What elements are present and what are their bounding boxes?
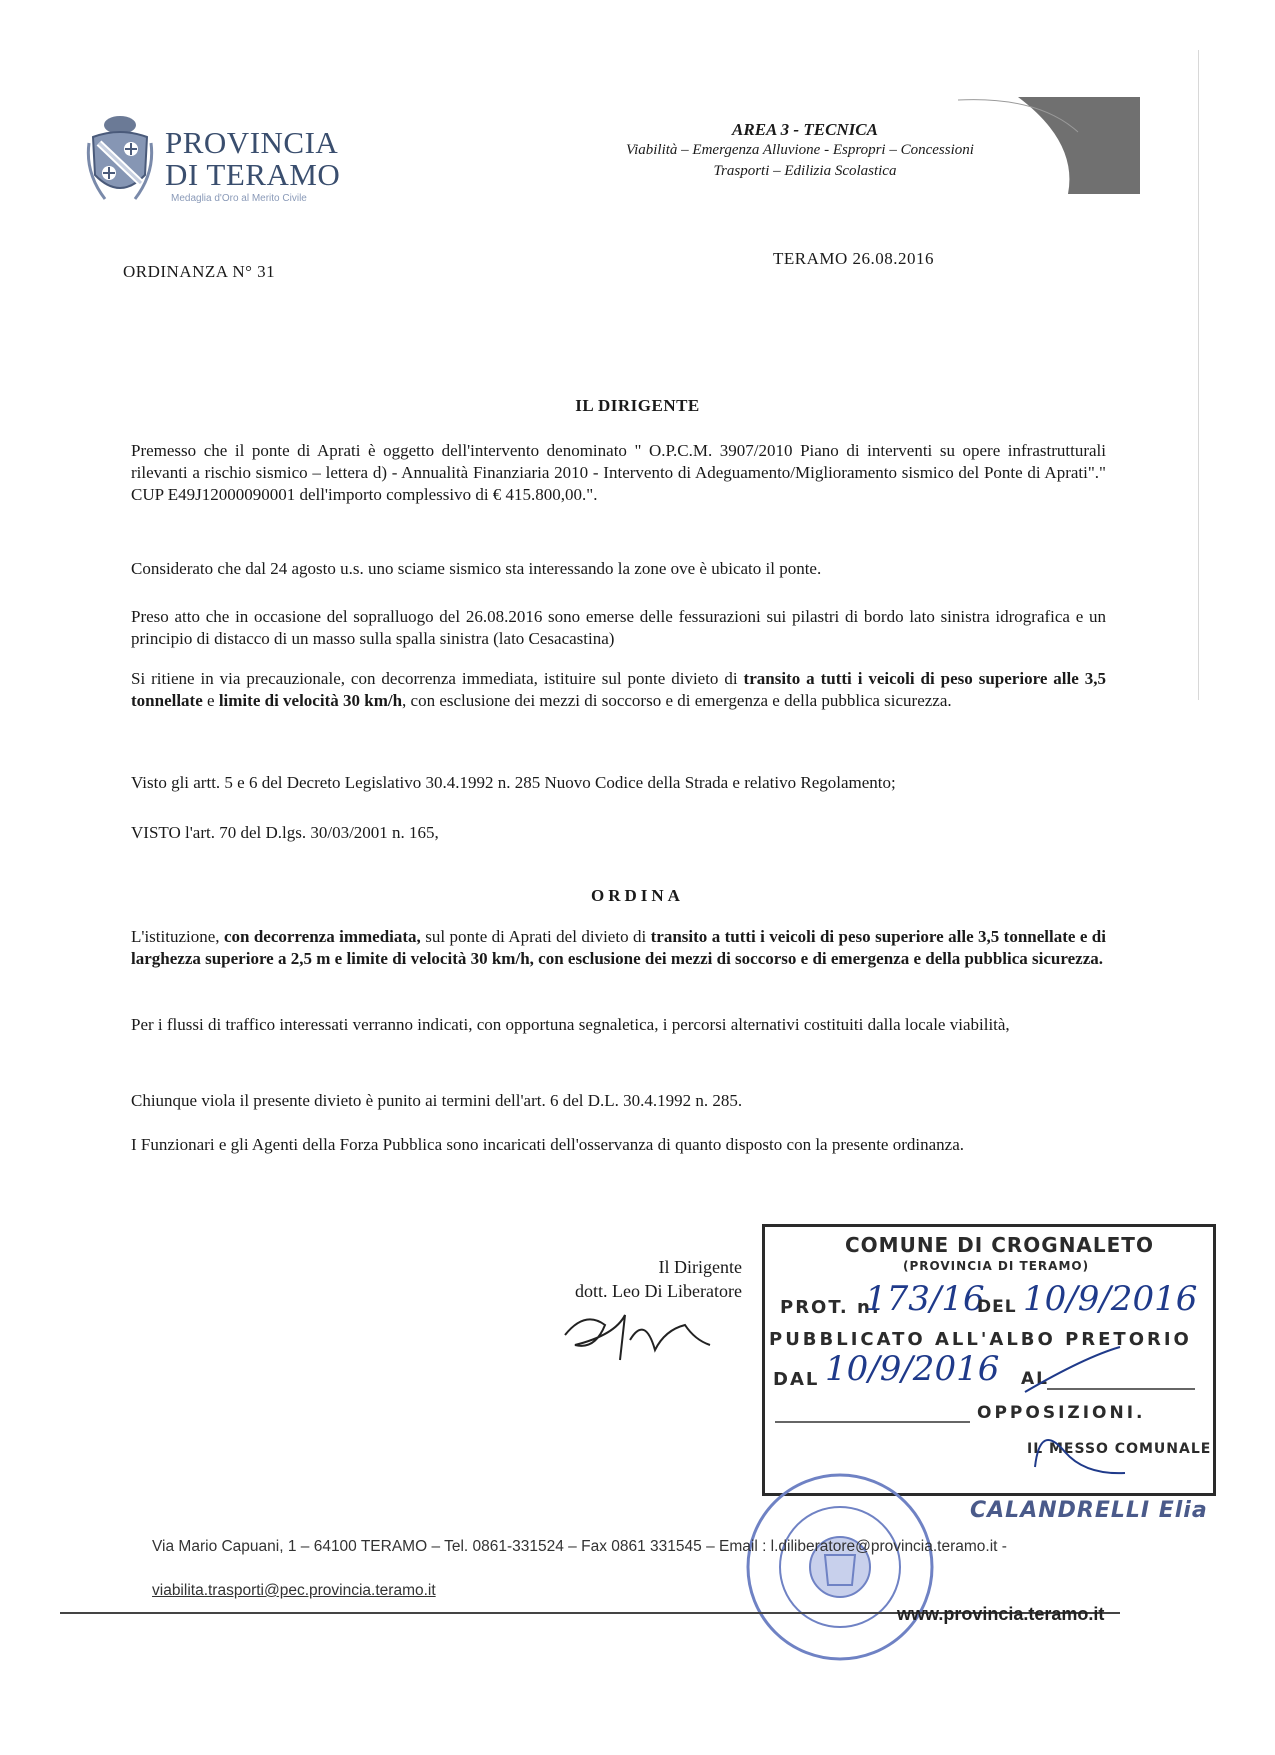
stamp-comune: COMUNE DI CROGNALETO xyxy=(845,1233,1154,1257)
org-name-line1: PROVINCIA xyxy=(165,125,339,160)
stamp-del-value: 10/9/2016 xyxy=(1023,1279,1198,1319)
p4-text-e: , con esclusione dei mezzi di soccorso e di emergenza e della pubblica sicurezza. xyxy=(402,691,952,710)
stamp-dal-value: 10/9/2016 xyxy=(825,1349,1000,1389)
stamp-prot-value: 173/16 xyxy=(865,1279,985,1319)
stamp-al-label: AL xyxy=(1021,1369,1049,1389)
stamp-lines xyxy=(765,1227,1213,1493)
ordinance-number: ORDINANZA N° 31 xyxy=(123,262,276,281)
paragraph-considerato: Considerato che dal 24 agosto u.s. uno sciame sismico sta interessando la zone ove è ubicato il ponte. xyxy=(131,559,822,578)
paragraph-istituzione xyxy=(131,926,1106,970)
stamp-prot-label: PROT. n. xyxy=(780,1297,881,1318)
paragraph-visto-art70: VISTO l'art. 70 del D.lgs. 30/03/2001 n. 165, xyxy=(131,823,439,842)
p4-text-c: e xyxy=(202,691,219,710)
area-subtitle-2: Trasporti – Edilizia Scolastica xyxy=(713,163,897,179)
org-name-line2: DI TERAMO xyxy=(165,157,341,192)
p4-bold-speed: limite di velocità 30 km/h xyxy=(218,691,403,710)
paragraph-flussi: Per i flussi di traffico interessati verranno indicati, con opportuna segnaletica, i percorsi alternativi costituiti dalla locale viabilità, xyxy=(131,1015,1010,1034)
stamp-del-label: DEL xyxy=(977,1297,1017,1317)
paragraph-premesso: Premesso che il ponte di Aprati è oggetto dell'intervento denominato " O.P.C.M. 3907/2010 Piano di interventi su opere infrastrutturali rilevanti a rischio sismico – lettera d) - Annualità Finanziaria 2010 - Intervento di Adeguamento/Miglioramento sismico del Ponte di Aprati"." CUP E49J12000090001 dell'importo complessivo di € 415.800,00.". xyxy=(131,441,1106,504)
footer-pec-link[interactable]: viabilita.trasporti@pec.provincia.teramo.it xyxy=(152,1582,436,1599)
p7-bold-divieto: transito a tutti i veicoli di peso superiore alle 3,5 tonnellate e di larghezza superiore a 2,5 m e limite di velocità 30 km/h, con esclusione dei mezzi di soccorso e di emergenza e della pubblica sicurezza. xyxy=(131,927,1106,968)
stamp-dal-label: DAL xyxy=(773,1369,820,1390)
round-municipal-seal xyxy=(740,1470,940,1665)
footer-website-link[interactable]: www.provincia.teramo.it xyxy=(897,1604,1105,1624)
org-name xyxy=(165,127,340,191)
p7-text-a: L'istituzione, xyxy=(131,927,224,946)
p4-text-a: Si ritiene in via precauzionale, con decorrenza immediata, istituire sul ponte divieto di xyxy=(131,669,744,688)
messo-name: CALANDRELLI Elia xyxy=(970,1498,1208,1523)
stamp-messo: IL MESSO COMUNALE xyxy=(1027,1441,1212,1457)
paragraph-chiunque: Chiunque viola il presente divieto è punito ai termini dell'art. 6 del D.L. 30.4.1992 n. 285. xyxy=(131,1091,743,1110)
p7-text-c: sul ponte di Aprati del divieto di xyxy=(420,927,651,946)
corner-tab-graphic xyxy=(958,92,1140,194)
area-title: AREA 3 - TECNICA xyxy=(732,120,878,139)
signatory-title: Il Dirigente xyxy=(658,1257,742,1277)
place-date: TERAMO 26.08.2016 xyxy=(773,249,935,268)
heading-ordina: ORDINA xyxy=(591,886,684,905)
signatory-name: dott. Leo Di Liberatore xyxy=(575,1281,742,1301)
p7-bold-decorrenza: con decorrenza immediata, xyxy=(223,927,421,946)
stamp-opposizioni: OPPOSIZIONI. xyxy=(977,1403,1146,1423)
handwritten-signature xyxy=(545,1295,715,1375)
org-medal: Medaglia d'Oro al Merito Civile xyxy=(171,193,307,204)
p4-bold-weight: transito a tutti i veicoli di peso superiore alle 3,5 tonnellate xyxy=(131,669,1106,710)
stamp-provincia: (PROVINCIA DI TERAMO) xyxy=(903,1259,1090,1273)
paragraph-si-ritiene xyxy=(131,668,1106,712)
paragraph-funzionari: I Funzionari e gli Agenti della Forza Pubblica sono incaricati dell'osservanza di quanto disposto con la presente ordinanza. xyxy=(131,1135,964,1154)
province-crest-icon xyxy=(85,113,155,208)
area-subtitle-1: Viabilità – Emergenza Alluvione - Espropri – Concessioni xyxy=(626,142,974,158)
footer-address: Via Mario Capuani, 1 – 64100 TERAMO – Tel. 0861-331524 – Fax 0861 331545 – Email : l.diliberatore@provincia.teramo.it - xyxy=(152,1538,1007,1555)
paragraph-visto: Visto gli artt. 5 e 6 del Decreto Legislativo 30.4.1992 n. 285 Nuovo Codice della Strada e relativo Regolamento; xyxy=(131,773,896,792)
stamp-pubblicato: PUBBLICATO ALL'ALBO PRETORIO xyxy=(769,1329,1192,1350)
province-logo xyxy=(85,105,385,215)
paragraph-preso-atto: Preso atto che in occasione del sopralluogo del 26.08.2016 sono emerse delle fessurazioni sui pilastri di bordo lato sinistra idrografica e un principio di distacco di un masso sulla spalla sinistra (lato Cesacastina) xyxy=(131,607,1106,648)
registration-stamp xyxy=(762,1224,1216,1496)
heading-il-dirigente: IL DIRIGENTE xyxy=(575,396,700,415)
scan-edge xyxy=(1198,50,1199,700)
